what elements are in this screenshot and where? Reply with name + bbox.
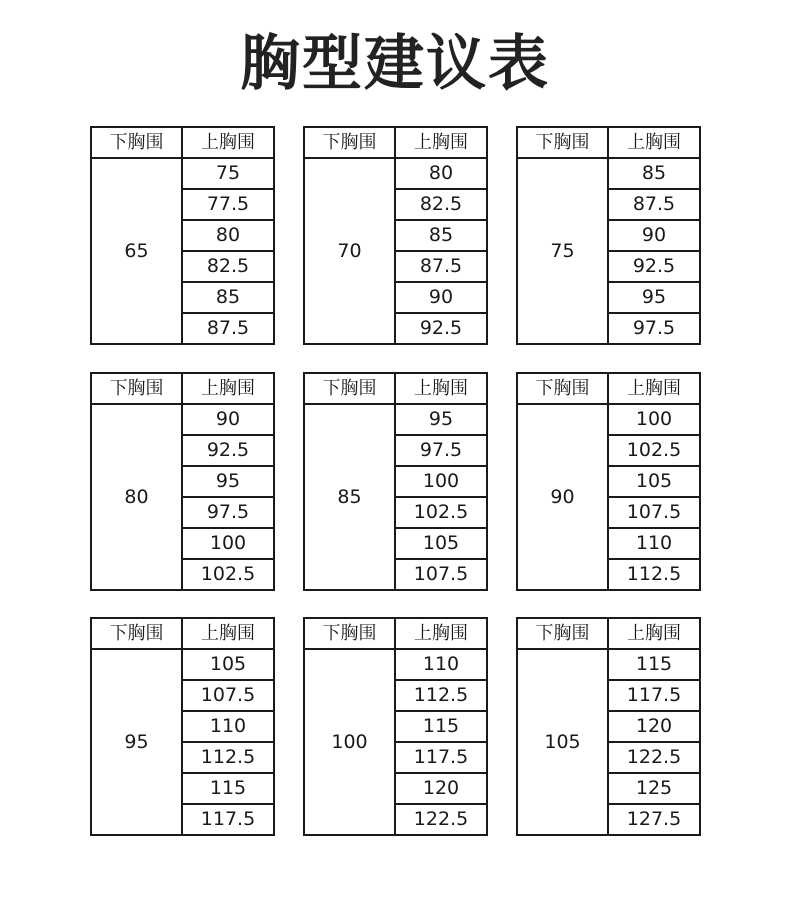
table-header-row [91, 373, 274, 404]
size-table [516, 126, 701, 345]
upper-bust-value: 102.5 [395, 497, 487, 528]
upper-bust-value: 97.5 [182, 497, 274, 528]
upper-bust-value: 80 [182, 220, 274, 251]
table-header-row [304, 127, 487, 158]
upper-bust-header: 上胸围 [395, 373, 487, 404]
upper-bust-value: 102.5 [182, 559, 274, 590]
size-table [516, 372, 701, 591]
upper-bust-value: 120 [395, 773, 487, 804]
table-header-row [304, 373, 487, 404]
upper-bust-value: 122.5 [608, 742, 700, 773]
upper-bust-value: 95 [182, 466, 274, 497]
size-table [90, 126, 275, 345]
upper-bust-header: 上胸围 [608, 127, 700, 158]
size-table [516, 617, 701, 836]
upper-bust-value: 100 [182, 528, 274, 559]
upper-bust-value: 102.5 [608, 435, 700, 466]
table-row [517, 158, 700, 189]
upper-bust-header: 上胸围 [395, 618, 487, 649]
table-row [91, 404, 274, 435]
upper-bust-value: 77.5 [182, 189, 274, 220]
under-bust-header: 下胸围 [517, 127, 608, 158]
under-bust-header: 下胸围 [517, 373, 608, 404]
upper-bust-value: 100 [395, 466, 487, 497]
under-bust-value: 85 [304, 404, 395, 590]
table-row [517, 404, 700, 435]
upper-bust-value: 92.5 [395, 313, 487, 344]
upper-bust-value: 107.5 [608, 497, 700, 528]
upper-bust-value: 87.5 [182, 313, 274, 344]
upper-bust-value: 107.5 [182, 680, 274, 711]
size-table [90, 372, 275, 591]
upper-bust-value: 110 [182, 711, 274, 742]
upper-bust-value: 95 [395, 404, 487, 435]
size-table [90, 617, 275, 836]
upper-bust-value: 82.5 [182, 251, 274, 282]
under-bust-header: 下胸围 [91, 618, 182, 649]
upper-bust-value: 87.5 [395, 251, 487, 282]
upper-bust-value: 112.5 [182, 742, 274, 773]
under-bust-value: 80 [91, 404, 182, 590]
table-header-row [517, 373, 700, 404]
under-bust-value: 100 [304, 649, 395, 835]
upper-bust-value: 105 [182, 649, 274, 680]
table-row [91, 649, 274, 680]
under-bust-value: 90 [517, 404, 608, 590]
upper-bust-value: 80 [395, 158, 487, 189]
upper-bust-header: 上胸围 [608, 373, 700, 404]
upper-bust-header: 上胸围 [182, 127, 274, 158]
table-row [517, 649, 700, 680]
under-bust-header: 下胸围 [304, 127, 395, 158]
under-bust-value: 65 [91, 158, 182, 344]
table-header-row [517, 618, 700, 649]
upper-bust-value: 107.5 [395, 559, 487, 590]
upper-bust-value: 97.5 [608, 313, 700, 344]
upper-bust-value: 105 [608, 466, 700, 497]
upper-bust-value: 112.5 [608, 559, 700, 590]
upper-bust-value: 105 [395, 528, 487, 559]
upper-bust-value: 87.5 [608, 189, 700, 220]
upper-bust-value: 127.5 [608, 804, 700, 835]
upper-bust-header: 上胸围 [608, 618, 700, 649]
upper-bust-value: 117.5 [608, 680, 700, 711]
upper-bust-value: 125 [608, 773, 700, 804]
upper-bust-value: 75 [182, 158, 274, 189]
table-row [304, 404, 487, 435]
upper-bust-value: 115 [608, 649, 700, 680]
table-row [91, 158, 274, 189]
size-table [303, 617, 488, 836]
table-row [304, 649, 487, 680]
upper-bust-value: 112.5 [395, 680, 487, 711]
under-bust-header: 下胸围 [91, 127, 182, 158]
under-bust-value: 95 [91, 649, 182, 835]
upper-bust-value: 85 [182, 282, 274, 313]
upper-bust-header: 上胸围 [182, 373, 274, 404]
size-table [303, 372, 488, 591]
table-header-row [91, 618, 274, 649]
upper-bust-value: 110 [608, 528, 700, 559]
upper-bust-value: 95 [608, 282, 700, 313]
upper-bust-value: 117.5 [182, 804, 274, 835]
upper-bust-value: 97.5 [395, 435, 487, 466]
upper-bust-value: 117.5 [395, 742, 487, 773]
upper-bust-value: 115 [182, 773, 274, 804]
table-row [304, 158, 487, 189]
upper-bust-value: 82.5 [395, 189, 487, 220]
page-title: 胸型建议表 [240, 29, 550, 99]
size-table [303, 126, 488, 345]
upper-bust-value: 90 [395, 282, 487, 313]
under-bust-value: 75 [517, 158, 608, 344]
upper-bust-value: 90 [182, 404, 274, 435]
upper-bust-value: 100 [608, 404, 700, 435]
upper-bust-header: 上胸围 [182, 618, 274, 649]
upper-bust-value: 115 [395, 711, 487, 742]
upper-bust-value: 92.5 [182, 435, 274, 466]
under-bust-value: 70 [304, 158, 395, 344]
upper-bust-value: 85 [395, 220, 487, 251]
table-header-row [91, 127, 274, 158]
under-bust-value: 105 [517, 649, 608, 835]
under-bust-header: 下胸围 [304, 618, 395, 649]
under-bust-header: 下胸围 [517, 618, 608, 649]
table-header-row [304, 618, 487, 649]
table-header-row [517, 127, 700, 158]
upper-bust-value: 92.5 [608, 251, 700, 282]
upper-bust-value: 85 [608, 158, 700, 189]
under-bust-header: 下胸围 [304, 373, 395, 404]
upper-bust-value: 110 [395, 649, 487, 680]
upper-bust-value: 120 [608, 711, 700, 742]
under-bust-header: 下胸围 [91, 373, 182, 404]
upper-bust-value: 122.5 [395, 804, 487, 835]
upper-bust-value: 90 [608, 220, 700, 251]
upper-bust-header: 上胸围 [395, 127, 487, 158]
